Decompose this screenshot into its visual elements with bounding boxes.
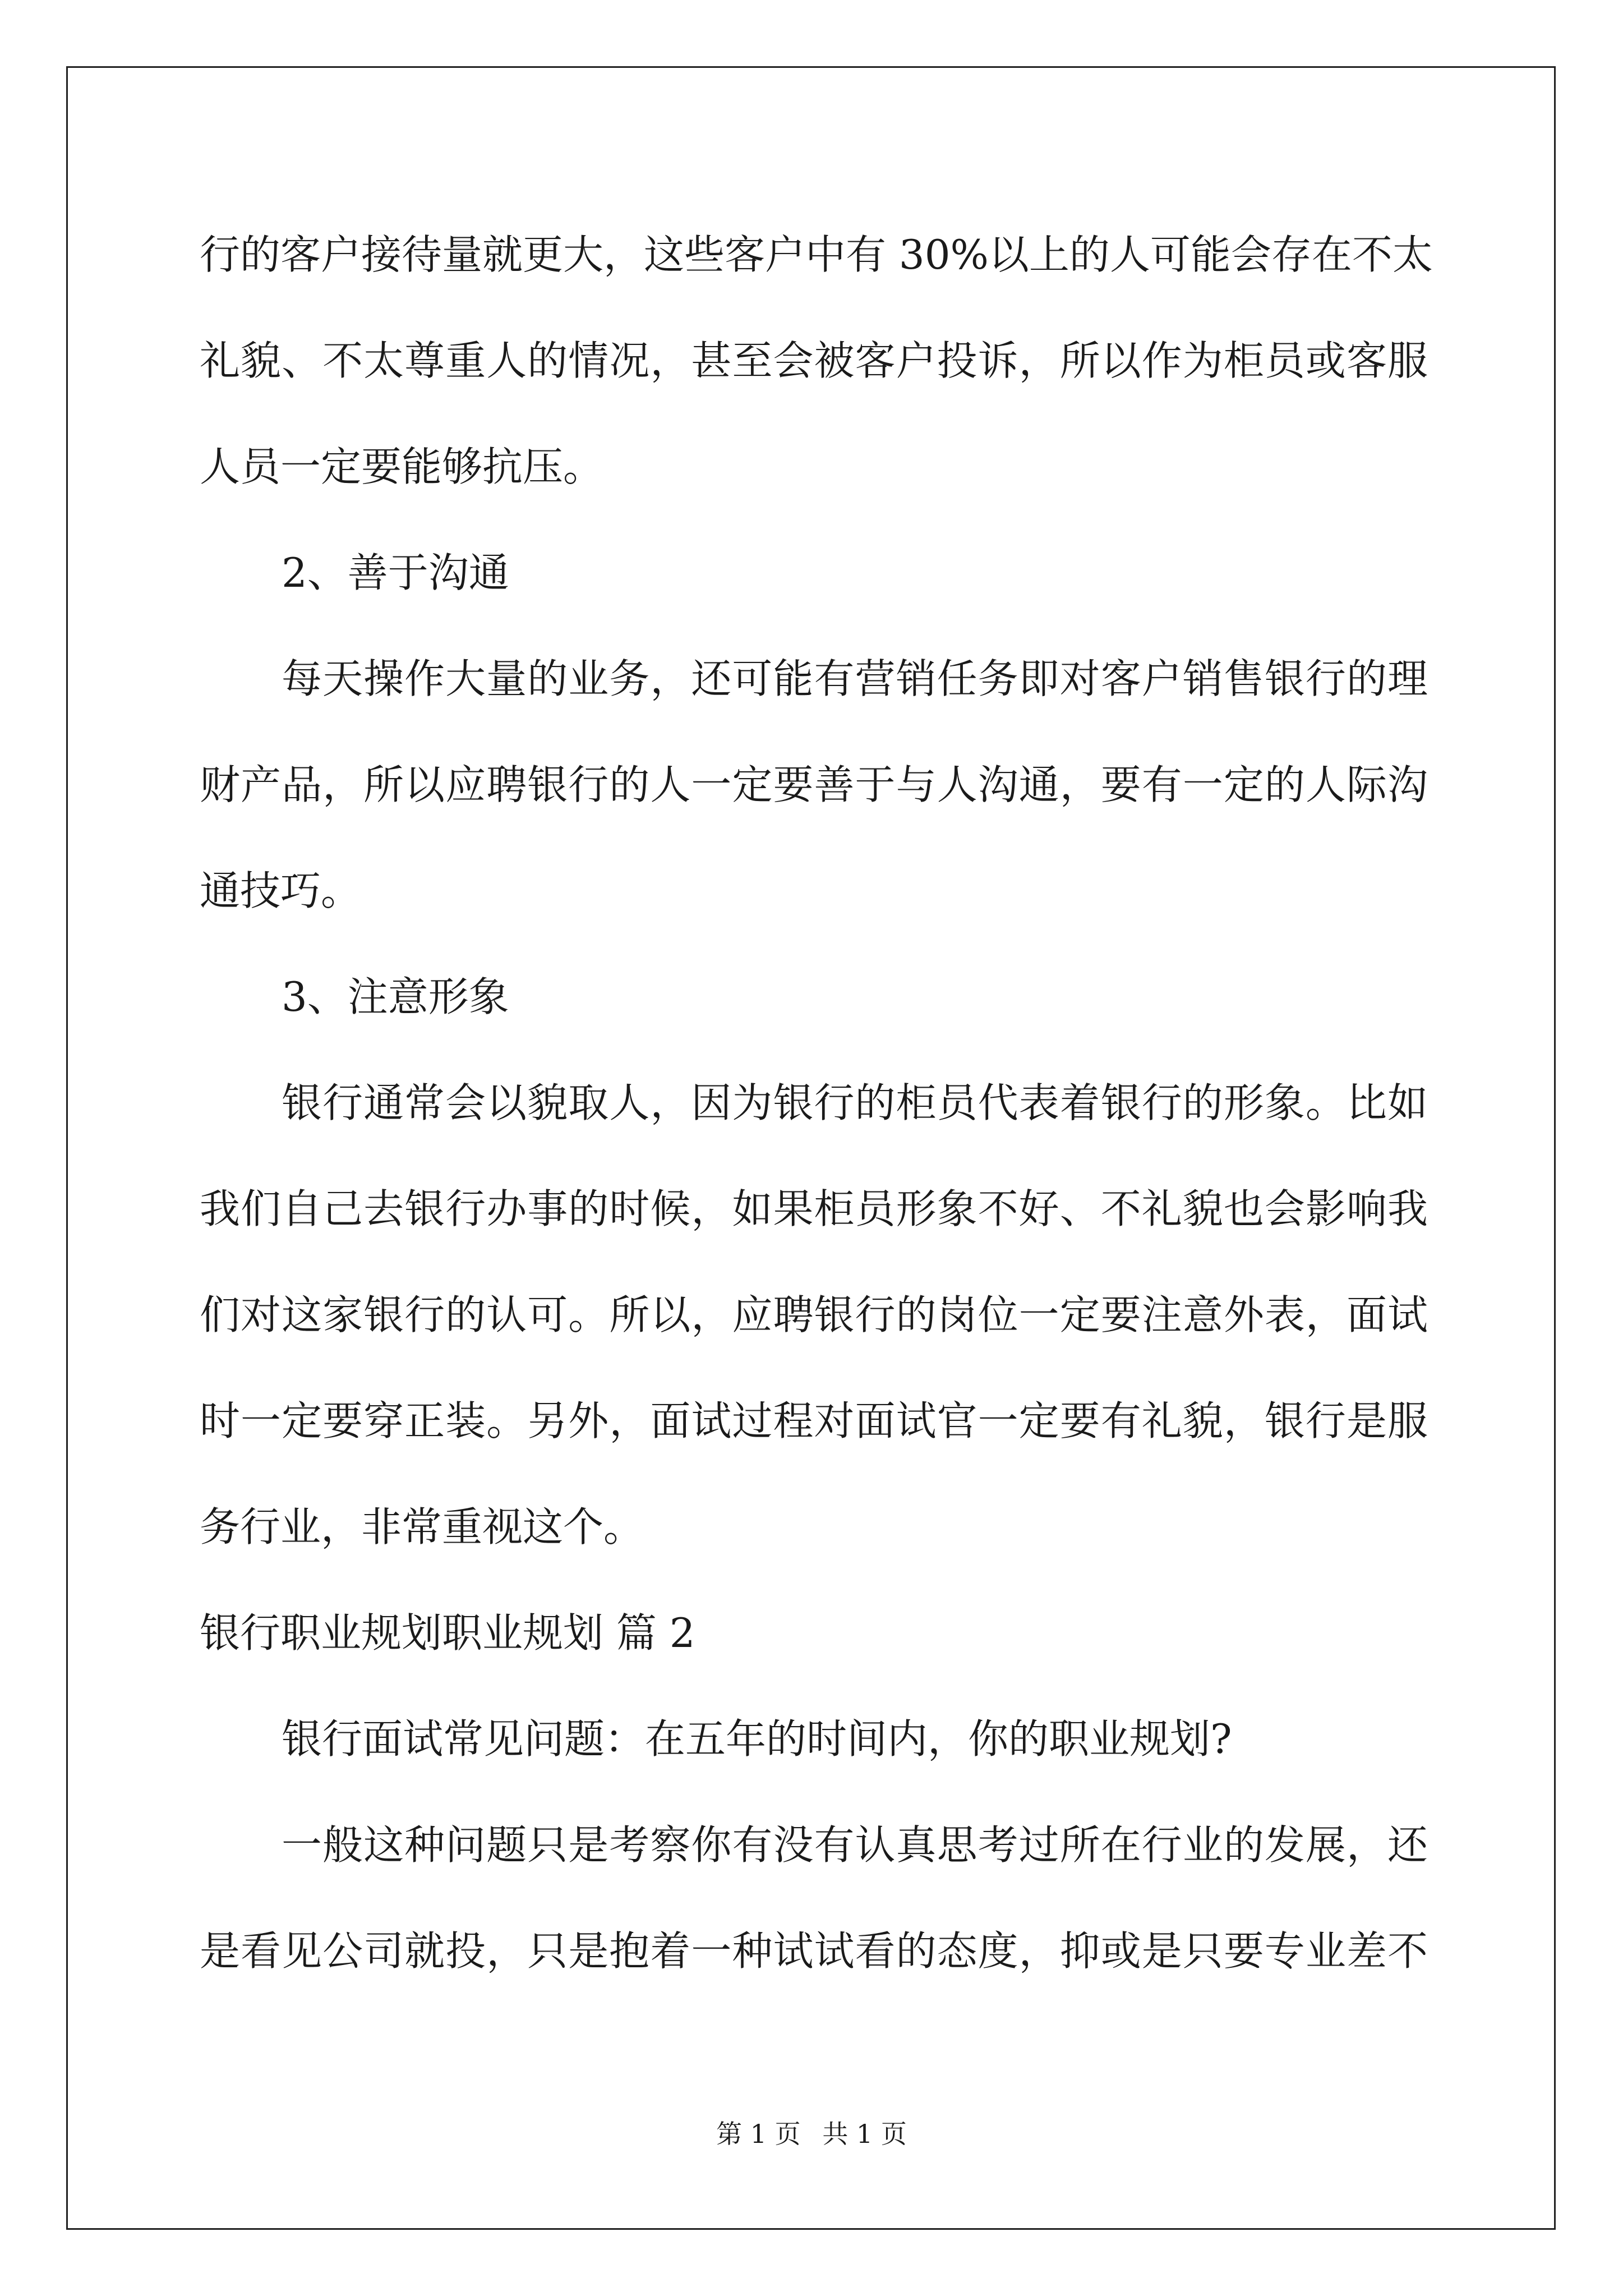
paragraph-line: 一般这种问题只是考察你有没有认真思考过所在行业的发展，还 bbox=[282, 1821, 1428, 1869]
article-title: 银行职业规划职业规划 篇 2 bbox=[200, 1609, 695, 1657]
paragraph-line: 们对这家银行的认可。所以，应聘银行的岗位一定要注意外表，面试 bbox=[200, 1291, 1428, 1338]
paragraph-line: 行的客户接待量就更大，这些客户中有 30%以上的人可能会存在不太 bbox=[200, 231, 1433, 278]
paragraph-line: 财产品，所以应聘银行的人一定要善于与人沟通，要有一定的人际沟 bbox=[200, 761, 1428, 808]
paragraph-line: 是看见公司就投，只是抱着一种试试看的态度，抑或是只要专业差不 bbox=[200, 1927, 1428, 1975]
paragraph-line: 每天操作大量的业务，还可能有营销任务即对客户销售银行的理 bbox=[282, 655, 1428, 702]
paragraph-line: 人员一定要能够抗压。 bbox=[200, 443, 604, 490]
paragraph-line: 我们自己去银行办事的时候，如果柜员形象不好、不礼貌也会影响我 bbox=[200, 1185, 1428, 1232]
paragraph-line: 时一定要穿正装。另外，面试过程对面试官一定要有礼貌，银行是服 bbox=[200, 1397, 1428, 1444]
page-footer bbox=[0, 2114, 1623, 2151]
paragraph-line: 礼貌、不太尊重人的情况，甚至会被客户投诉，所以作为柜员或客服 bbox=[200, 337, 1428, 384]
page-number: 第 1 页 bbox=[716, 2119, 801, 2149]
paragraph-line: 务行业，非常重视这个。 bbox=[200, 1503, 644, 1550]
page-total: 共 1 页 bbox=[822, 2119, 907, 2149]
paragraph-line: 银行面试常见问题：在五年的时间内，你的职业规划? bbox=[282, 1715, 1232, 1763]
section-heading: 2、善于沟通 bbox=[282, 549, 509, 596]
section-heading: 3、注意形象 bbox=[282, 973, 509, 1020]
paragraph-line: 银行通常会以貌取人，因为银行的柜员代表着银行的形象。比如 bbox=[282, 1079, 1428, 1126]
document-body bbox=[200, 202, 1433, 2004]
paragraph-line: 通技巧。 bbox=[200, 867, 362, 914]
